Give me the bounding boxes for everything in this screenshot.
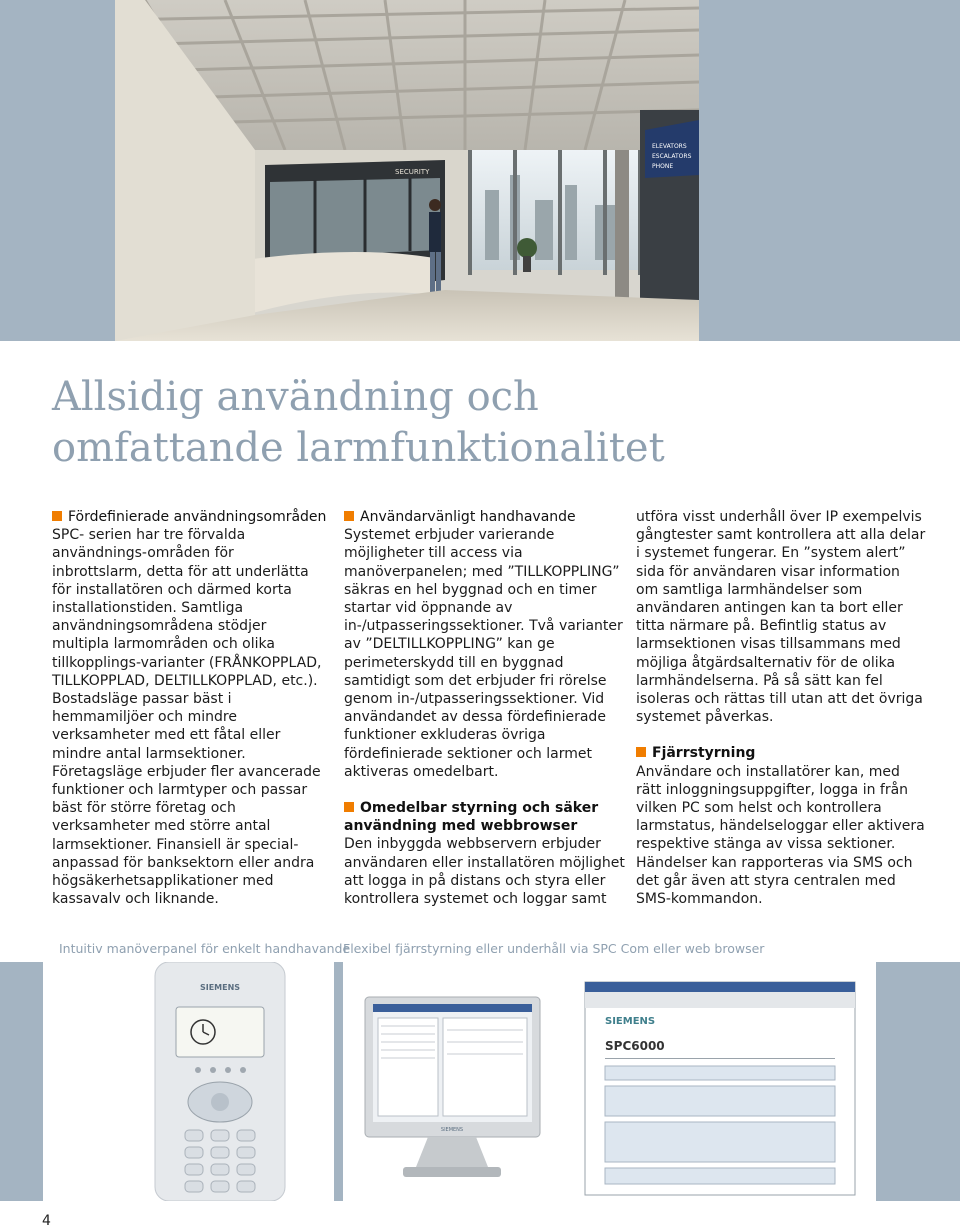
section-title-text: Omedelbar styrning och säker användning med webbrowser bbox=[344, 800, 599, 835]
page-number: 4 bbox=[42, 1213, 51, 1229]
top-right-color-band bbox=[699, 0, 960, 341]
sign-elevators-text: ELEVATORS bbox=[652, 143, 687, 150]
browser-brand: SIEMENS bbox=[605, 1016, 656, 1027]
text-column-2 bbox=[344, 508, 626, 926]
keypad-photo bbox=[43, 962, 334, 1201]
section-remote-control bbox=[636, 744, 926, 908]
orange-square-bullet-icon bbox=[636, 747, 646, 757]
section-user-friendly bbox=[344, 508, 626, 781]
section-title-text: Fjärrstyrning bbox=[652, 745, 756, 762]
headline-line-2: omfattande larmfunktionalitet bbox=[52, 425, 665, 471]
section-body-web-browser: Den inbyggda webbservern erbjuder användaren eller installatören möjlighet att logga in på distans och styra eller kontrollera systemet och loggar samt bbox=[344, 836, 625, 908]
section-body-remote-control: Användare och installatörer kan, med rätt inloggningsuppgifter, logga in från vilken PC som helst och kontrollera larmstatus, händelseloggar eller aktivera respektive stänga av vissa sektioner. Händelser kan rapporteras via SMS och det går även att styra centralen med SMS-kommandon. bbox=[636, 763, 925, 908]
section-body-user-friendly: Systemet erbjuder varierande möjligheter till access via manöverpanelen; med ”TILLKOPPLING” säkras en hel byggnad och en timer startar vid öppnande av in-/utpasseringssektioner. Två varianter av ”DELTILLKOPPLING” kan ge perimeterskydd till en byggnad samtidigt som det erbjuder fri rörelse genom in-/utpasseringssektioner. Vid användandet av dessa fördefinierade funktioner exkluderas övriga fördefinierade sektioner och larmet aktiveras omedelbart. bbox=[344, 527, 623, 780]
section-body-web-browser-continued: utföra visst underhåll över IP exempelvis gångtester samt kontrollera att alla delar i systemet fungerar. En ”system alert” sida för användaren visar information om samtliga larmhändelser som användaren antingen kan ta bort eller titta närmare på. Befintlig status av larmsektionen visas tillsammans med möjliga åtgärdsalternativ för de olika larmhändelserna. På så sätt kan fel isoleras och rättas till utan att det övriga systemet påverkas. bbox=[636, 509, 926, 726]
caption-keypad: Intuitiv manöverpanel för enkelt handhavande bbox=[59, 941, 351, 956]
section-title-predefined-areas bbox=[52, 508, 327, 526]
orange-square-bullet-icon bbox=[344, 802, 354, 812]
section-web-browser-continued bbox=[636, 508, 926, 726]
keypad-brand: SIEMENS bbox=[199, 983, 241, 992]
headline-line-1: Allsidig användning och bbox=[52, 374, 539, 420]
sign-escalators-text: ESCALATORS bbox=[652, 153, 692, 160]
browser-product-title: SPC6000 bbox=[605, 1039, 665, 1053]
text-column-1 bbox=[52, 508, 327, 926]
section-title-text: Användarvänligt handhavande bbox=[360, 509, 576, 525]
section-title-remote-control bbox=[636, 744, 926, 762]
monitor-brand: SIEMENS bbox=[440, 1127, 464, 1133]
remote-screens-photo bbox=[343, 962, 876, 1201]
top-left-color-band bbox=[0, 0, 115, 341]
sign-security-text: SECURITY bbox=[395, 168, 430, 176]
page-headline bbox=[52, 372, 912, 474]
section-web-browser bbox=[344, 799, 626, 908]
section-title-web-browser bbox=[344, 799, 626, 835]
sign-phone-text: PHONE bbox=[652, 163, 674, 170]
section-predefined-areas bbox=[52, 508, 327, 908]
text-column-3 bbox=[636, 508, 926, 926]
orange-square-bullet-icon bbox=[52, 511, 62, 521]
orange-square-bullet-icon bbox=[344, 511, 354, 521]
hero-lobby-photo bbox=[115, 0, 699, 341]
caption-remote: Flexibel fjärrstyrning eller underhåll via SPC Com eller web browser bbox=[343, 941, 765, 956]
section-body-predefined-areas: SPC- serien har tre förvalda användnings-områden för inbrottslarm, detta för att underlätta för installatören och därmed korta installationstiden. Samtliga användningsområdena stödjer multipla larmområden och olika tillkopplings-varianter (FRÅNKOPPLAD, TILLKOPPLAD, DELTILLKOPPLAD, etc.). Bostadsläge passar bäst i hemmamiljöer och mindre verksamheter med ett fåtal eller mindre antal larmsektioner. Företagsläge erbjuder fler avancerade funktioner och larmtyper och passar bäst för större företag och verksamheter med större antal larmsektioner. Finansiell är special-anpassad för banksektorn eller andra högsäkerhetsapplikationer med kassavalv och liknande. bbox=[52, 527, 322, 908]
section-title-user-friendly bbox=[344, 508, 626, 526]
section-title-text: Fördefinierade användningsområden bbox=[68, 509, 327, 525]
